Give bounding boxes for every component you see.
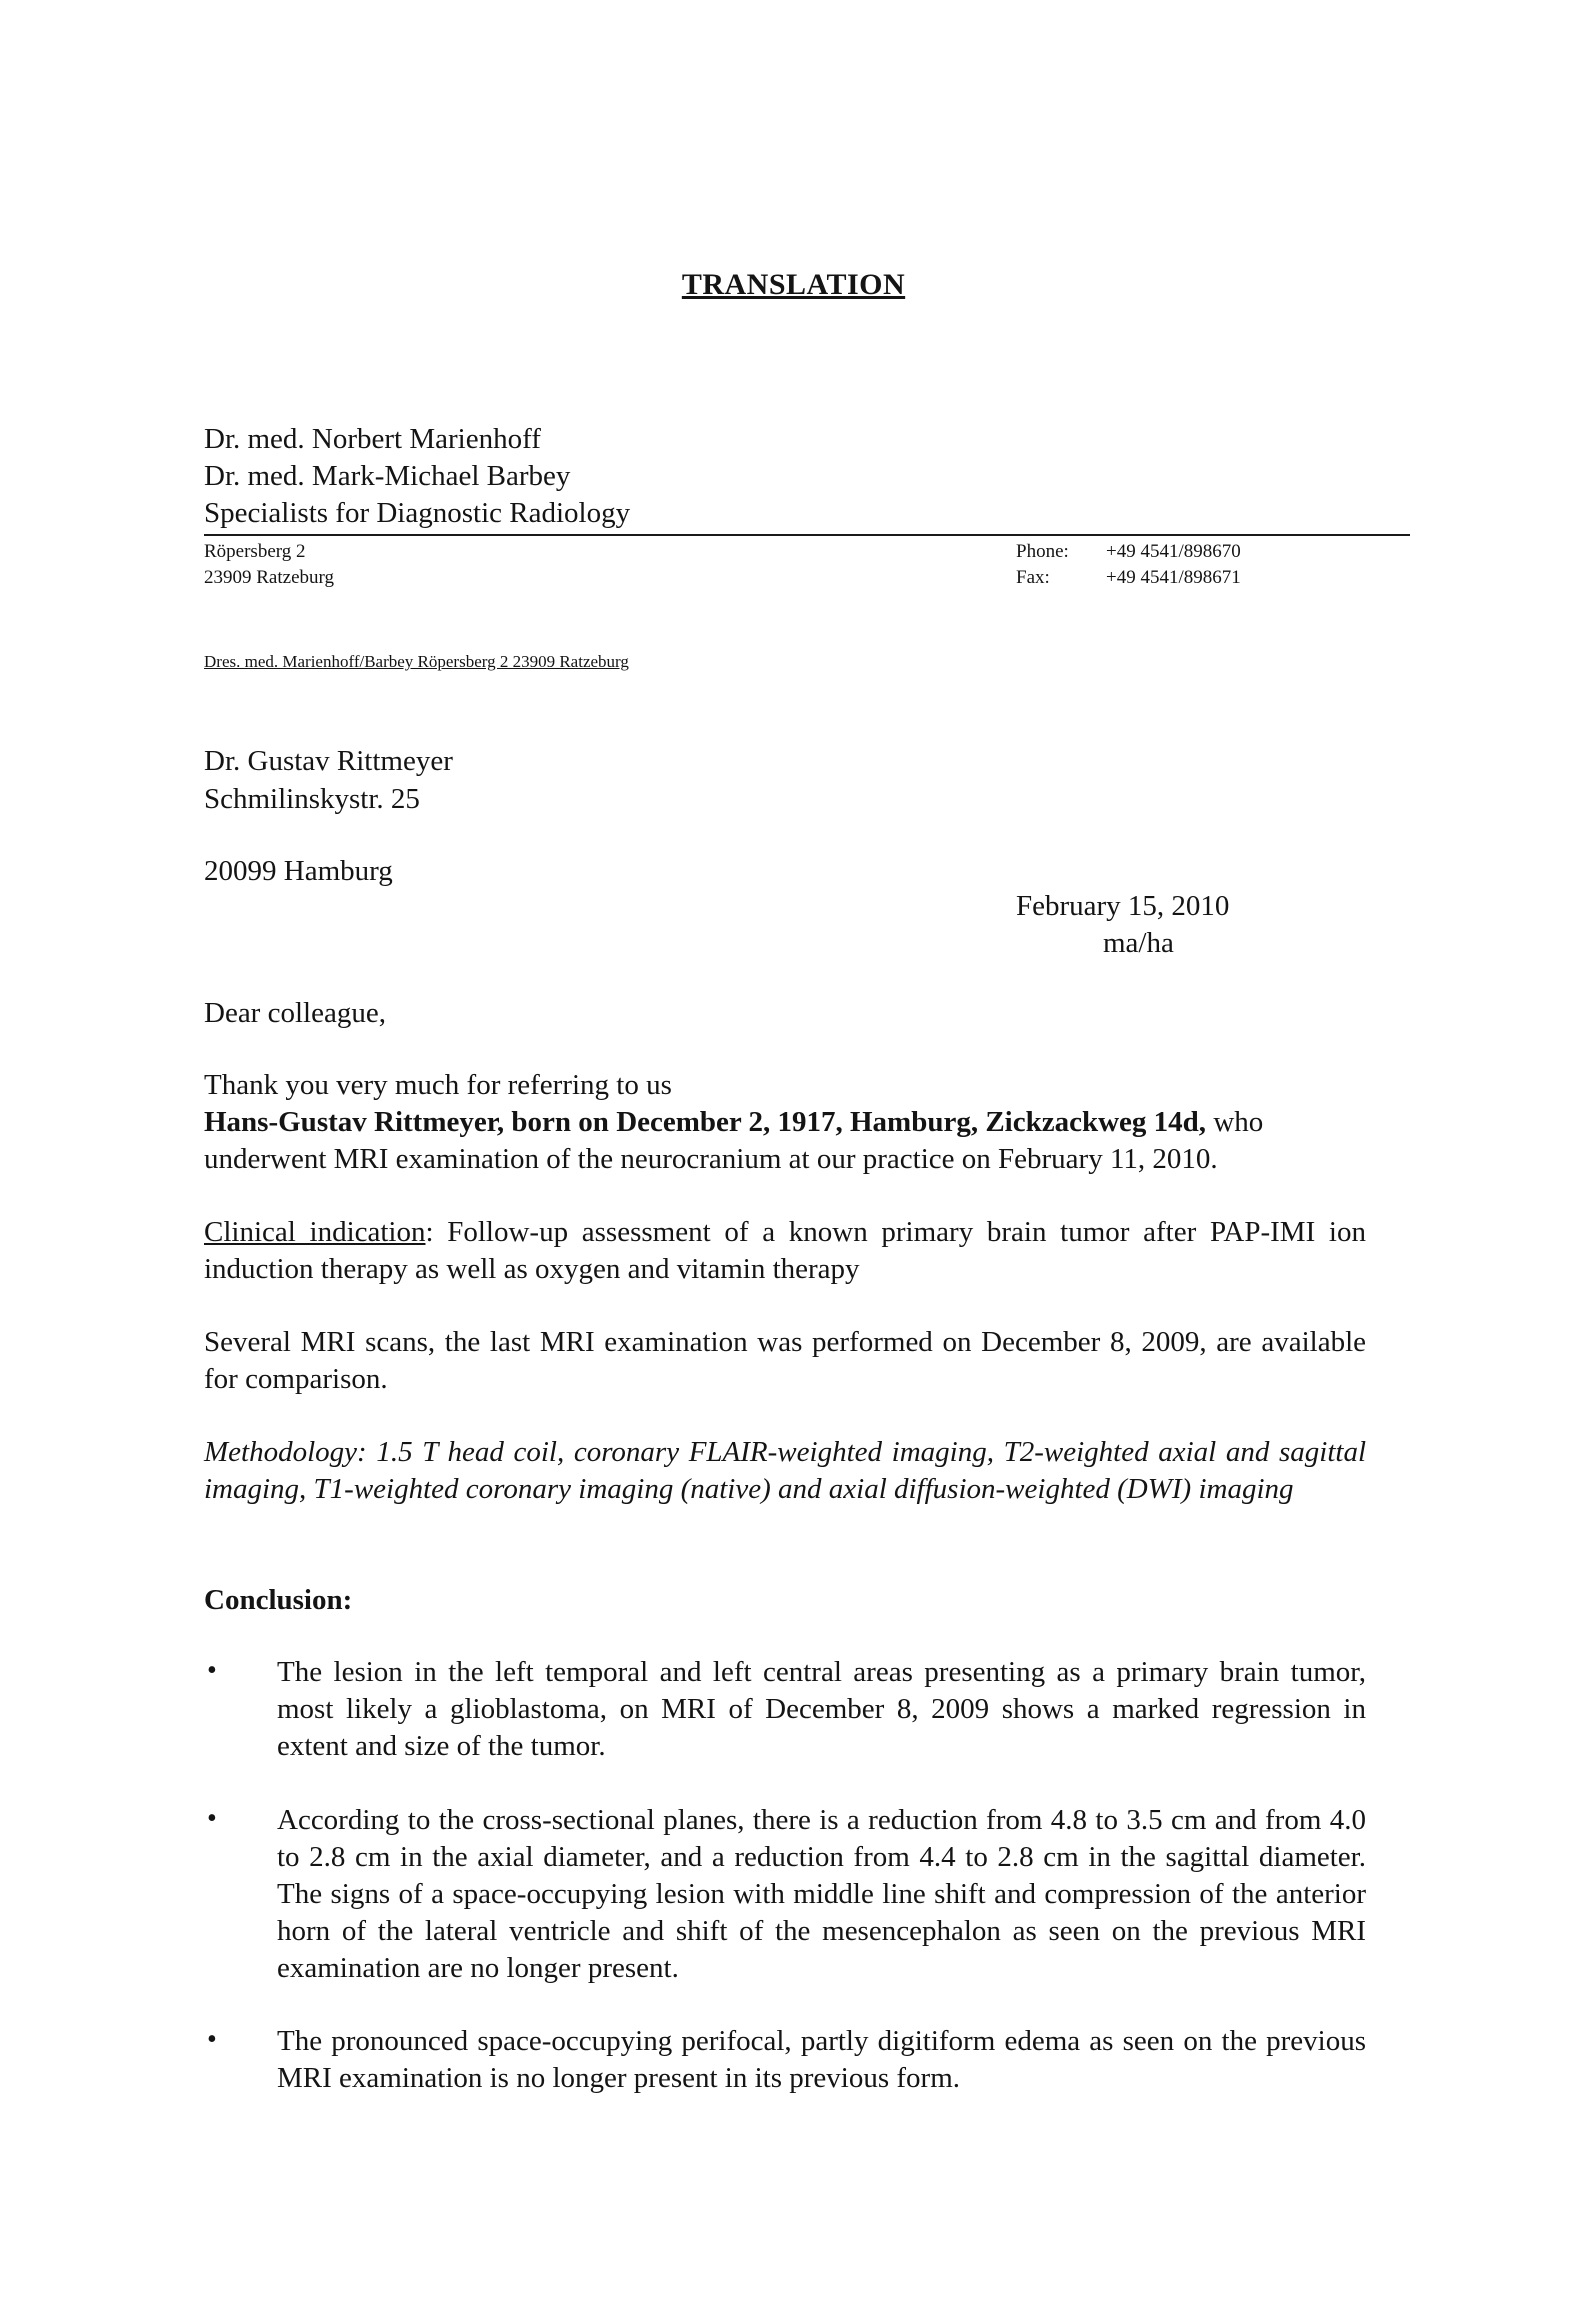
clinical-indication-label: Clinical indication (204, 1216, 426, 1248)
bullet-marker: • (207, 1655, 217, 1686)
intro-continuation: who (1206, 1106, 1264, 1138)
recipient-street: Schmilinskystr. 25 (204, 783, 420, 815)
conclusion-item: According to the cross-sectional planes, there is a reduction from 4.8 to 3.5 cm and from 4.0 to 2.8 cm in the axial diameter, and a reduction from 4.4 to 2.8 cm in the sagittal diameter. The signs of a space-occupying lesion with middle line shift and compression of the anterior horn of the lateral ventricle and shift of the mesencephalon as seen on the previous MRI examination are no longer present. (277, 1804, 1366, 1984)
recipient-name: Dr. Gustav Rittmeyer (204, 745, 453, 777)
letterhead-city: 23909 Ratzeburg (204, 567, 334, 588)
fax-number: +49 4541/898671 (1106, 567, 1241, 588)
conclusion-item: The pronounced space-occupying perifocal, partly digitiform edema as seen on the previous MRI examination is no longer present in its previous form. (277, 2025, 1366, 2094)
recipient-city: 20099 Hamburg (204, 855, 393, 887)
patient-details: Hans-Gustav Rittmeyer, born on December 2, 1917, Hamburg, Zickzackweg 14d, (204, 1106, 1207, 1138)
intro-line-1: Thank you very much for referring to us (204, 1069, 672, 1101)
fax-label: Fax: (1016, 567, 1050, 588)
intro-line-3: underwent MRI examination of the neurocranium at our practice on February 11, 2010. (204, 1143, 1218, 1175)
return-address: Dres. med. Marienhoff/Barbey Röpersberg 2 23909 Ratzeburg (204, 652, 629, 671)
intro-line-2 (204, 1104, 1366, 1141)
bullet-marker: • (207, 1803, 217, 1834)
letterhead-rule (204, 534, 1410, 536)
salutation: Dear colleague, (204, 997, 386, 1029)
letterhead-doctor-1: Dr. med. Norbert Marienhoff (204, 423, 541, 455)
phone-label: Phone: (1016, 541, 1069, 562)
conclusion-item: The lesion in the left temporal and left central areas presenting as a primary brain tumor, most likely a glioblastoma, on MRI of December 8, 2009 shows a marked regression in extent and size of the tumor. (277, 1656, 1366, 1762)
letterhead-street: Röpersberg 2 (204, 541, 306, 562)
comparison-paragraph: Several MRI scans, the last MRI examination was performed on December 8, 2009, are available for comparison. (204, 1326, 1366, 1395)
methodology-paragraph: Methodology: 1.5 T head coil, coronary FLAIR-weighted imaging, T2-weighted axial and sagittal imaging, T1-weighted coronary imaging (native) and axial diffusion-weighted (DWI) imaging (204, 1436, 1366, 1505)
letter-date: February 15, 2010 (1016, 890, 1230, 922)
intro-paragraph (204, 1067, 1366, 1178)
conclusion-heading: Conclusion: (204, 1584, 353, 1616)
bullet-marker: • (207, 2024, 217, 2055)
phone-number: +49 4541/898670 (1106, 541, 1241, 562)
letter-reference: ma/ha (1103, 927, 1174, 959)
clinical-indication-text: : Follow-up assessment of a known primary brain tumor after PAP-IMI ion induction therapy as well as oxygen and vitamin therapy (204, 1216, 1366, 1285)
clinical-indication-paragraph (204, 1214, 1366, 1288)
letterhead-doctor-2: Dr. med. Mark-Michael Barbey (204, 460, 571, 492)
document-heading: TRANSLATION (681, 268, 906, 301)
letterhead-specialty: Specialists for Diagnostic Radiology (204, 497, 631, 529)
